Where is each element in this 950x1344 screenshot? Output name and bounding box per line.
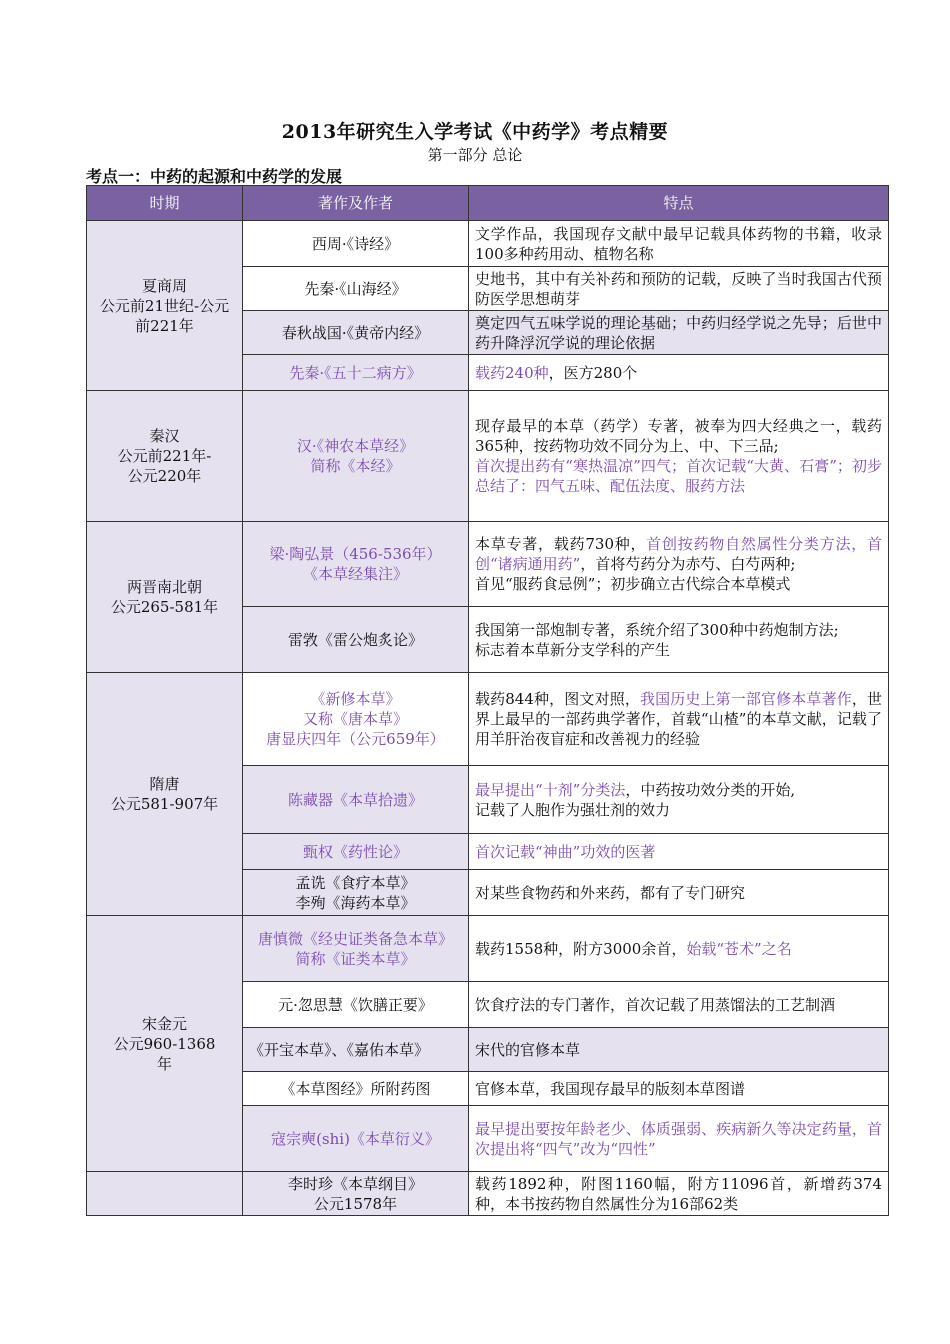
feature-text: 我国第一部炮制专著，系统介绍了300种中药炮制方法; bbox=[475, 620, 839, 639]
work-cell bbox=[243, 673, 469, 766]
work-cell: 雷敩《雷公炮炙论》 bbox=[243, 607, 469, 673]
work-cell: 甄权《药性论》 bbox=[243, 834, 469, 870]
feature-text: 标志着本草新分支学科的产生 bbox=[475, 640, 671, 659]
feature-highlight: 首次提出药有“寒热温凉”四气；首次记载“大黄、石膏”；初步总结了：四气五味、配伍法度、服药方法 bbox=[475, 457, 882, 495]
feature-cell: 奠定四气五味学说的理论基础；中药归经学说之先导；后世中药升降浮沉学说的理论依据 bbox=[469, 311, 889, 355]
feature-cell: 载药1892种，附图1160幅，附方11096首，新增药374种，本书按药物自然属性分为16部62类 bbox=[469, 1172, 889, 1216]
period-name: 宋金元 bbox=[141, 1014, 187, 1033]
work-title: 《本草经集注》 bbox=[302, 565, 408, 583]
feature-cell: 对某些食物药和外来药，都有了专门研究 bbox=[469, 870, 889, 916]
work-title: 孟诜《食疗本草》 bbox=[295, 873, 416, 892]
section-heading: 考点一：中药的起源和中药学的发展 bbox=[86, 167, 343, 186]
feature-text: ，中药按功效分类的开始, bbox=[625, 780, 796, 799]
table-row bbox=[87, 673, 889, 766]
work-date: 唐显庆四年（公元659年） bbox=[266, 730, 445, 748]
header-work: 著作及作者 bbox=[243, 186, 469, 221]
header-feature: 特点 bbox=[469, 186, 889, 221]
feature-cell bbox=[469, 607, 889, 673]
feature-cell bbox=[469, 522, 889, 607]
work-title: 李殉《海药本草》 bbox=[295, 893, 416, 912]
work-title: 李时珍《本草纲目》 bbox=[287, 1174, 423, 1193]
page-title: 2013年研究生入学考试《中药学》考点精要 bbox=[281, 121, 669, 143]
feature-highlight: 首创按药物自然属性分类方法，首创“诸病通用药” bbox=[475, 535, 882, 573]
feature-cell bbox=[469, 391, 889, 522]
feature-text: 现存最早的本草（药学）专著，被奉为四大经典之一，载药365种，按药物功效不同分为上、中、下三品; bbox=[475, 417, 882, 455]
table-row bbox=[87, 522, 889, 607]
history-table bbox=[86, 185, 889, 1216]
header-period: 时期 bbox=[87, 186, 243, 221]
page-subtitle: 第一部分 总论 bbox=[427, 146, 523, 164]
period-cell bbox=[87, 1172, 243, 1216]
feature-text: 记载了人胞作为强壮剂的效力 bbox=[475, 800, 671, 819]
work-cell: 寇宗奭(shi)《本草衍义》 bbox=[243, 1106, 469, 1172]
period-cell bbox=[87, 916, 243, 1172]
feature-text: ，世界上最早的一部药典学著作，首载“山楂”的本草文献，记载了用羊肝治夜盲症和改善视力的经验 bbox=[475, 690, 882, 748]
feature-text: 首见“服药食忌例”；初步确立古代综合本草模式 bbox=[475, 575, 791, 593]
feature-text: 载药844种，图文对照， bbox=[475, 690, 640, 708]
work-cell bbox=[243, 870, 469, 916]
work-alias: 简称《本经》 bbox=[310, 457, 401, 475]
period-name: 秦汉 bbox=[149, 427, 180, 445]
feature-cell bbox=[469, 916, 889, 982]
feature-cell bbox=[469, 673, 889, 766]
table-row bbox=[87, 221, 889, 267]
work-title: 汉·《神农本草经》 bbox=[296, 437, 415, 455]
period-name: 两晋南北朝 bbox=[126, 578, 202, 596]
period-cell bbox=[87, 391, 243, 522]
table-header-row bbox=[87, 186, 889, 221]
feature-cell bbox=[469, 355, 889, 391]
work-alias: 简称《证类本草》 bbox=[295, 949, 416, 968]
feature-cell: 最早提出要按年龄老少、体质强弱、疾病新久等决定药量，首次提出将“四气”改为“四性” bbox=[469, 1106, 889, 1172]
table-row bbox=[87, 391, 889, 522]
work-cell: 元·忽思慧《饮膳正要》 bbox=[243, 982, 469, 1028]
work-cell bbox=[243, 522, 469, 607]
work-cell: 先秦·《五十二病方》 bbox=[243, 355, 469, 391]
feature-highlight: 载药240种 bbox=[475, 363, 549, 382]
period-range: 公元前21世纪-公元前221年 bbox=[99, 296, 230, 335]
work-date: 公元1578年 bbox=[313, 1194, 398, 1213]
work-cell: 西周·《诗经》 bbox=[243, 221, 469, 267]
work-cell bbox=[243, 391, 469, 522]
feature-cell: 首次记载“神曲”功效的医著 bbox=[469, 834, 889, 870]
period-range: 年 bbox=[156, 1054, 172, 1073]
period-name: 夏商周 bbox=[141, 276, 187, 295]
period-cell bbox=[87, 673, 243, 916]
table-row bbox=[87, 1172, 889, 1216]
feature-text: ，医方280个 bbox=[548, 363, 638, 382]
feature-cell: 宋代的官修本草 bbox=[469, 1028, 889, 1072]
period-range: 公元265-581年 bbox=[110, 598, 219, 616]
feature-cell: 饮食疗法的专门著作，首次记载了用蒸馏法的工艺制酒 bbox=[469, 982, 889, 1028]
work-cell: 陈藏器《本草拾遗》 bbox=[243, 766, 469, 834]
period-name: 隋唐 bbox=[149, 775, 180, 793]
feature-cell: 官修本草，我国现存最早的版刻本草图谱 bbox=[469, 1072, 889, 1106]
period-cell bbox=[87, 221, 243, 391]
work-title: 《新修本草》 bbox=[310, 690, 401, 708]
work-author: 梁·陶弘景（456-536年） bbox=[269, 545, 442, 563]
feature-text: ，首将芍药分为赤芍、白芍两种; bbox=[580, 555, 796, 573]
work-cell: 先秦·《山海经》 bbox=[243, 267, 469, 311]
work-title: 唐慎微《经史证类备急本草》 bbox=[257, 929, 453, 948]
work-cell bbox=[243, 916, 469, 982]
feature-highlight: 我国历史上第一部官修本草著作 bbox=[639, 690, 852, 708]
feature-highlight: 始载“苍术”之名 bbox=[686, 939, 792, 958]
feature-text: 本草专著，载药730种， bbox=[475, 535, 647, 553]
period-range: 公元960-1368 bbox=[113, 1034, 216, 1053]
work-cell: 春秋战国·《黄帝内经》 bbox=[243, 311, 469, 355]
feature-cell bbox=[469, 766, 889, 834]
work-cell: 《开宝本草》、《嘉佑本草》 bbox=[243, 1028, 469, 1072]
feature-highlight: 最早提出“十剂”分类法 bbox=[475, 780, 626, 799]
table-row bbox=[87, 916, 889, 982]
period-range: 公元220年 bbox=[127, 467, 202, 485]
work-alias: 又称《唐本草》 bbox=[302, 710, 408, 728]
feature-text: 载药1558种，附方3000余首， bbox=[475, 939, 687, 958]
work-cell bbox=[243, 1172, 469, 1216]
work-cell: 《本草图经》所附药图 bbox=[243, 1072, 469, 1106]
feature-cell: 史地书，其中有关补药和预防的记载，反映了当时我国古代预防医学思想萌芽 bbox=[469, 267, 889, 311]
period-cell bbox=[87, 522, 243, 673]
period-range: 公元前221年- bbox=[117, 447, 212, 465]
feature-cell: 文学作品，我国现存文献中最早记载具体药物的书籍，收录100多种药用动、植物名称 bbox=[469, 221, 889, 267]
period-range: 公元581-907年 bbox=[110, 795, 219, 813]
